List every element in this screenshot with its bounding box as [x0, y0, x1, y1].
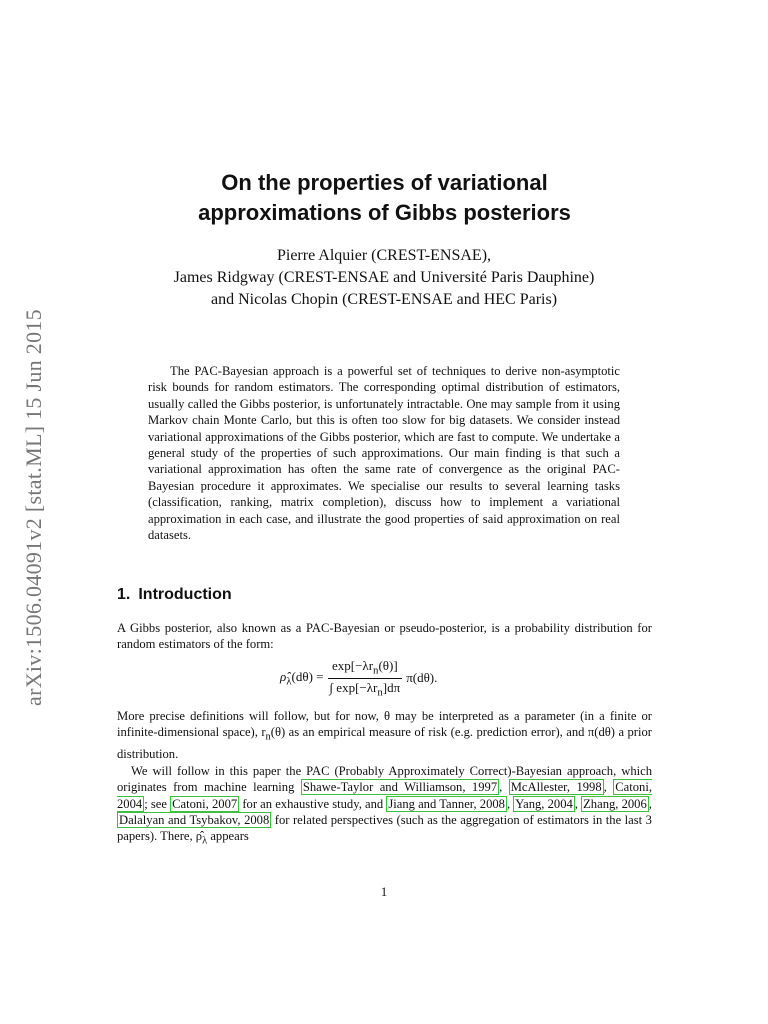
citation-link[interactable]: Shawe-Taylor and Williamson, 1997 [302, 780, 498, 795]
authors-block [100, 245, 668, 311]
intro-paragraph-2 [117, 708, 652, 850]
author-line-3: and Nicolas Chopin (CREST-ENSAE and HEC Paris) [210, 291, 558, 308]
section-heading [117, 586, 232, 604]
title-line-2: approximations of Gibbs posteriors [198, 200, 571, 225]
equation-denominator: ∫ $\exp[-\lambda r_n]d\pi$ [329, 679, 401, 699]
definitions-text: More precise definitions will follow, but for now, θ may be interpreted as a parameter (in a finite or infinite-dimensional space), $r_n(\theta)$ as an empirical measure of risk (e.g. prediction error), and π(dθ) a prior distribution. [117, 709, 652, 762]
section-title: Introduction [138, 586, 232, 603]
citation-link[interactable]: Jiang and Tanner, 2008 [388, 796, 505, 811]
author-line-2: James Ridgway (CREST-ENSAE and Université Paris Dauphine) [173, 269, 595, 286]
title-line-1: On the properties of variational [221, 170, 548, 195]
page-number: 1 [380, 885, 388, 899]
author-line-1: Pierre Alquier (CREST-ENSAE), [276, 247, 492, 264]
abstract: The PAC-Bayesian approach is a powerful set of techniques to derive non-asymptotic risk bounds for random estimators. The corresponding optimal distribution of estimators, usually called the Gibbs posterior, is unfortunately intractable. One may sample from it using Markov chain Monte Carlo, but this is often too slow for big datasets. We consider instead variational approximations of the Gibbs posterior, which are fast to compute. We undertake a general study of the properties of such approximations. Our main finding is that such a variational approximation has often the same rate of convergence as the original PAC-Bayesian procedure it approximates. We specialise our results to several learning tasks (classification, ranking, matrix completion), discuss how to implement a variational approximation in each case, and illustrate the good properties of said approximation on real datasets. [148, 364, 620, 543]
gibbs-posterior-equation [280, 658, 437, 698]
equation-lhs: $\rhô_\lambda(d\theta)$ = [280, 668, 324, 688]
arxiv-identifier: arXiv:1506.04091v2 [stat.ML] 15 Jun 2015 [21, 309, 46, 707]
pac-bayesian-text: We will follow in this paper the PAC (Probably Approximately Correct)-Bayesian approach, which originates from machine learning Shawe-Taylor and Williamson, 1997 , McAllester, 1998 , Catoni, 2004 ; see Catoni, 2007 for an exhaustive study, and Jiang and Tanner, 2008 , Yang, 2004 , Zhang, 2006 , Dalalyan and Tsybakov, 2008 for related perspectives (such as the aggregation of estimators in the last 3 papers). There, $\rhô_\lambda$ appears [117, 763, 652, 847]
equation-numerator: $\exp[-\lambda r_n(\theta)]$ [328, 658, 402, 679]
section-number: 1. [117, 586, 131, 603]
equation-tail: π(dθ). [406, 670, 438, 685]
equation-fraction [325, 658, 404, 698]
citation-link[interactable]: Catoni, 2004 [117, 780, 652, 811]
paper-title [118, 168, 651, 228]
citation-link[interactable]: Dalalyan and Tsybakov, 2008 [119, 812, 270, 827]
citation-link[interactable]: Catoni, 2007 [172, 796, 238, 811]
citation-link[interactable]: McAllester, 1998 [510, 780, 602, 795]
citation-link[interactable]: Yang, 2004 [515, 796, 573, 811]
citation-link[interactable]: Zhang, 2006 [583, 796, 647, 811]
intro-paragraph-1: A Gibbs posterior, also known as a PAC-Bayesian or pseudo-posterior, is a probability distribution for random estimators of the form: [117, 621, 652, 652]
